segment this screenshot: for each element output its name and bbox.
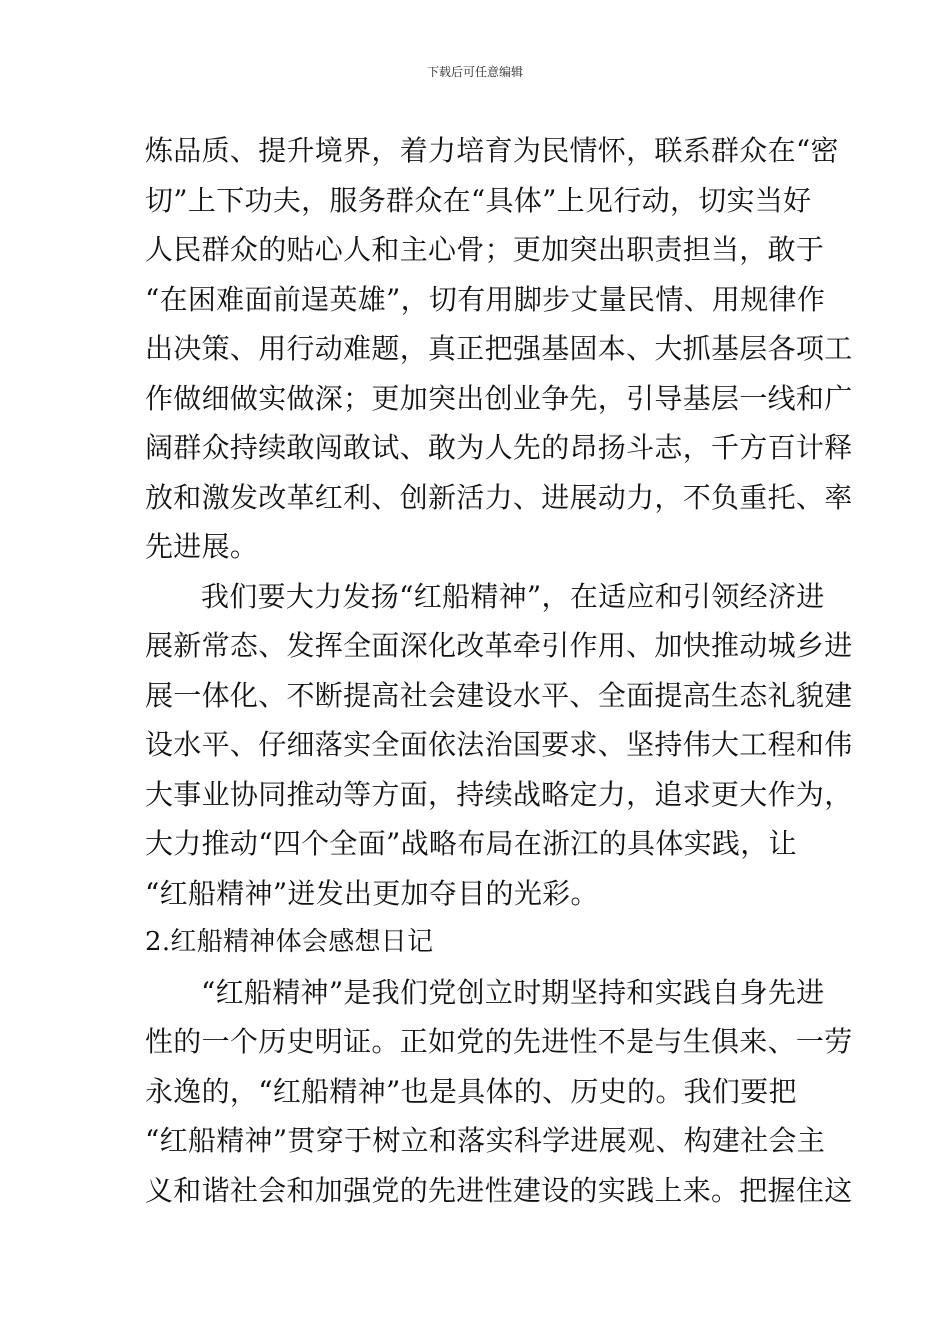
text-line: 永逸的，“红船精神”也是具体的、历史的。我们要把 (145, 1074, 797, 1108)
text-line: 先进展。 (145, 530, 259, 563)
text-line: 人民群众的贴心人和主心骨；更加突出职责担当，敢于 (145, 233, 825, 266)
text-line: 放和激发改革红利、创新活力、进展动力，不负重托、率 (145, 480, 853, 514)
text-line: 大事业协同推动等方面，持续战略定力，追求更大作为， (145, 777, 853, 811)
text-line: 展新常态、发挥全面深化改革牵引作用、加快推动城乡进 (145, 629, 853, 662)
document-body (145, 126, 853, 1215)
section-heading: 2.红船精神体会感想日记 (145, 927, 434, 957)
text-line: 性的一个历史明证。正如党的先进性不是与生俱来、一劳 (145, 1025, 853, 1058)
text-line: 大力推动“四个全面”战略布局在浙江的具体实践，让 (145, 827, 797, 860)
text-line: 炼品质、提升境界，着力培育为民情怀，联系群众在“密 (145, 134, 839, 167)
text-line: “红船精神”贯穿于树立和落实科学进展观、构建社会主 (145, 1124, 826, 1157)
text-line: “在困难面前逞英雄”，切有用脚步丈量民情、用规律作 (145, 282, 826, 316)
text-line: 义和谐社会和加强党的先进性建设的实践上来。把握住这 (145, 1173, 853, 1207)
text-line: 展一体化、不断提高社会建设水平、全面提高生态礼貌建 (145, 678, 853, 712)
paragraph-start-line: “红船精神”是我们党创立时期坚持和实践自身先进 (201, 975, 825, 1009)
paragraph-start-line: 我们要大力发扬“红船精神”，在适应和引领经济进 (201, 579, 825, 613)
text-line: 阔群众持续敢闯敢试、敢为人先的昂扬斗志，千方百计释 (145, 431, 853, 464)
text-line: 设水平、仔细落实全面依法治国要求、坚持伟大工程和伟 (145, 728, 853, 761)
text-line: 出决策、用行动难题，真正把强基固本、大抓基层各项工 (145, 332, 853, 365)
page-header-note: 下载后可任意编辑 (426, 65, 523, 79)
text-line: “红船精神”迸发出更加夺目的光彩。 (145, 876, 599, 910)
text-line: 切”上下功夫，服务群众在“具体”上见行动，切实当好 (145, 183, 812, 217)
text-line: 作做细做实做深；更加突出创业争先，引导基层一线和广 (145, 381, 853, 415)
